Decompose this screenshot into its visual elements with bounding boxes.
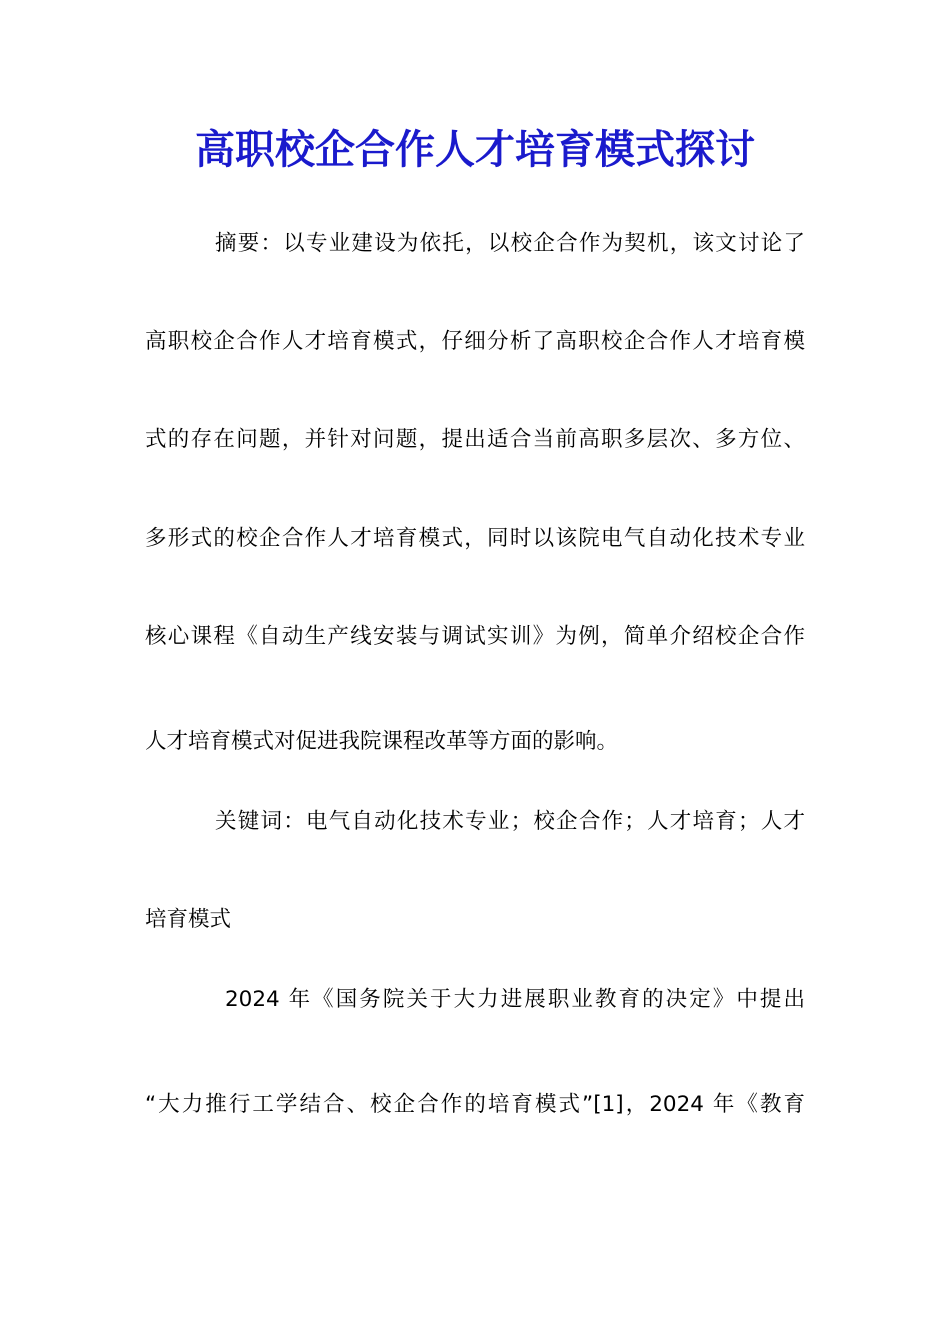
keywords-line: 关键词：电气自动化技术专业；校企合作；人才培育；人才 (215, 809, 805, 834)
abstract-line: 人才培育模式对促进我院课程改革等方面的影响。 (145, 729, 619, 754)
body-line: “大力推行工学结合、校企合作的培育模式”[1]，2024 年《教育 (145, 1092, 805, 1117)
abstract-line: 摘要：以专业建设为依托，以校企合作为契机，该文讨论了 (215, 231, 805, 256)
keywords-line: 培育模式 (145, 907, 232, 932)
abstract-line: 多形式的校企合作人才培育模式，同时以该院电气自动化技术专业 (145, 526, 805, 551)
abstract-line: 高职校企合作人才培育模式，仔细分析了高职校企合作人才培育模 (145, 329, 805, 354)
document-title: 高职校企合作人才培育模式探讨 (195, 126, 755, 173)
abstract-line: 式的存在问题，并针对问题，提出适合当前高职多层次、多方位、 (145, 427, 805, 452)
abstract-line: 核心课程《自动生产线安装与调试实训》为例，简单介绍校企合作 (145, 624, 805, 649)
body-line: 2024 年《国务院关于大力进展职业教育的决定》中提出 (225, 987, 805, 1012)
